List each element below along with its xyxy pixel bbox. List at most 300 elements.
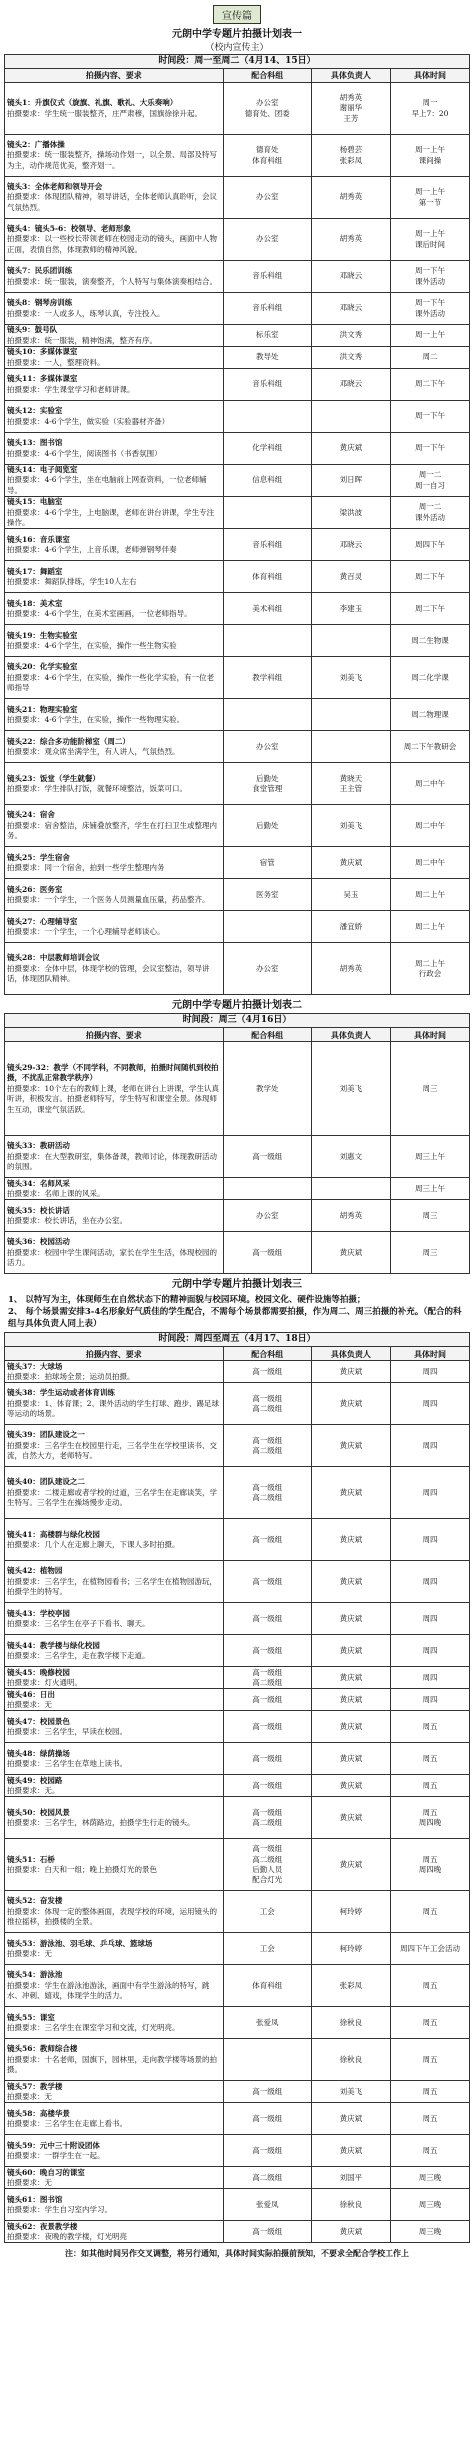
responsible-person: 刘美飞 [311,2081,390,2103]
scheduled-time: 周二中午 [390,763,469,805]
shot-requirement: 拍摄要求：三名学生，早读在校园。 [7,1726,127,1736]
responsible-person: 黄庆斌 [311,1635,390,1667]
cooperating-group: 后勤处 [223,805,311,847]
shot-title: 镜头24：宿舍 [7,810,55,820]
shot-requirement: 拍摄要求：三名学生在亭子下看书、聊天。 [7,1618,150,1628]
shot-title: 镜头28：中层教师培训会议 [7,953,100,963]
shot-title: 镜头49：校园路 [7,1775,63,1785]
shot-description [5,261,224,293]
scheduled-time: 周四 [390,1519,469,1561]
scheduled-time: 周二上午 [390,879,469,911]
cooperating-group: 工会 [223,1891,311,1933]
responsible-person: 黄庆斌 [311,847,390,879]
column-header: 具体时间 [390,1028,469,1042]
shot-description [5,433,224,465]
cooperating-group: 高一级组 [223,1711,311,1743]
scheduled-time: 周三晚 [390,2221,469,2243]
shot-title: 镜头60：晚自习的课室 [7,2167,85,2177]
plan-section [4,999,470,1274]
responsible-person: 刘美飞 [311,657,390,699]
scheduled-time: 周四 [390,1561,469,1603]
cooperating-group: 工会 [223,1933,311,1965]
scheduled-time: 周四下午 [390,529,469,561]
table-row [5,347,470,369]
shot-description [5,805,224,847]
shot-title: 镜头8：钢琴房训练 [7,298,73,308]
scheduled-time: 周一下午 课外活动 [390,293,469,325]
scheduled-time: 周四 [390,1689,469,1711]
cooperating-group: 办公室 [223,943,311,995]
shot-title: 镜头62：夜景教学楼 [7,2221,78,2231]
table-row [5,1383,470,1425]
table-row [5,2007,470,2039]
shot-title: 镜头14：电子阅览室 [7,465,78,474]
cooperating-group: 高一级组 高二级组 后勤人员 配合灯光 [223,1839,311,1891]
responsible-person: 邓晓云 [311,261,390,293]
shot-description [5,1797,224,1839]
shot-title: 镜头4：镜头5-6：校领导、老师形象 [7,223,131,233]
shot-requirement: 拍摄要求：统一服装整齐，操场动作划一，以全景、局部及特写为主，动作规范优美，整齐划一。 [7,150,217,170]
scheduled-time: 周五 周四晚 [390,1839,469,1891]
cooperating-group [223,625,311,657]
responsible-person: 黄庆斌 [311,1603,390,1635]
cooperating-group [223,1178,311,1200]
shot-requirement: 拍摄要求：三名学生，林荫路边，拍摄学生行走的镜头。 [7,1817,195,1827]
time-period: 时间段：周一至周二（4月14、15日） [4,54,470,68]
cooperating-group: 高一级组 [223,2221,311,2243]
scheduled-time: 周二上午 [390,911,469,943]
table-row [5,465,470,497]
table-row [5,1743,470,1775]
shot-description [5,2081,224,2103]
shot-requirement: 拍摄要求：三名学生在课室学习和交流，灯光明亮。 [7,2022,180,2032]
responsible-person: 黄庆斌 [311,1775,390,1797]
scheduled-time: 周五 [390,2039,469,2081]
responsible-person: 黄百灵 [311,561,390,593]
cooperating-group: 张爱凤 [223,2007,311,2039]
shot-requirement: 拍摄要求：在大型教研室，集体备课，教师讨论，体现教研活动的氛围。 [7,1151,217,1172]
shot-description [5,625,224,657]
plan-section [4,1278,470,2243]
shot-title: 镜头50：校园风景 [7,1807,70,1817]
table-row [5,497,470,529]
cooperating-group: 后勤处 食堂管理 [223,763,311,805]
responsible-person: 胡秀英 谢丽华 王芳 [311,83,390,135]
cooperating-group: 高一级组 [223,2081,311,2103]
scheduled-time: 周四 [390,1361,469,1383]
cooperating-group: 办公室 [223,177,311,219]
shot-title: 镜头40：团队建设之二 [7,1477,85,1487]
shot-title: 镜头54：游泳池 [7,1970,63,1980]
shot-description [5,219,224,261]
shot-description [5,1891,224,1933]
scheduled-time: 周三上午 [390,1178,469,1200]
scheduled-time: 周一 早上7：20 [390,83,469,135]
cooperating-group: 高一级组 [223,1775,311,1797]
table-row [5,219,470,261]
plan-section [4,28,470,995]
responsible-person: 胡秀英 [311,177,390,219]
scheduled-time: 周二物理课 [390,699,469,731]
responsible-person: 杨碧芸 张彩凤 [311,135,390,177]
shot-description [5,1200,224,1232]
shot-title: 镜头17：舞蹈室 [7,566,63,576]
shot-description [5,593,224,625]
table-row [5,1232,470,1274]
note-line: 2、 每个场景需安排3-4名形象好气质佳的学生配合，不需每个场景都需要拍摄，作为周二、周三拍摄的补充。（配合的科组与具体负责人同上表） [8,1307,462,1330]
scheduled-time: 周四 [390,1667,469,1689]
responsible-person: 黄庆斌 [311,1467,390,1519]
shot-requirement: 拍摄要求：二楼走廊或者学校的过道，三名学生在走廊谈笑，学生特写。三名学生在操场慢步走动。 [7,1487,217,1508]
shot-requirement: 拍摄要求：学生统一服装整齐，庄严肃穆，国旗徐徐升起。 [7,108,202,118]
table-row [5,2189,470,2221]
shot-title: 镜头21：物理实验室 [7,704,78,714]
shot-description [5,2039,224,2081]
responsible-person: 邓晓云 [311,369,390,401]
shot-title: 镜头12：实验室 [7,406,63,416]
responsible-person: 洪文秀 [311,347,390,369]
header-row [5,1347,470,1361]
cooperating-group: 高二级组 [223,2167,311,2189]
responsible-person [311,625,390,657]
shot-title: 镜头16：音乐课室 [7,534,70,544]
table-row [5,83,470,135]
section-title: 元朗中学专题片拍摄计划表一 [172,29,302,40]
shot-title: 镜头46：日出 [7,1689,55,1699]
shot-title: 镜头59：元中三十附设团体 [7,2140,100,2150]
table-row [5,135,470,177]
table-row [5,401,470,433]
shot-title: 镜头1：升旗仪式（旋旗、礼旗、歌礼、大乐奏响） [7,98,178,108]
table-row [5,1200,470,1232]
shot-title: 镜头20：化学实验室 [7,662,78,672]
shot-requirement: 拍摄要求：体现团队精神，领导讲话，全体老师认真聆听，会议气氛热烈。 [7,192,217,212]
cooperating-group: 高一级组 高二级组 [223,1467,311,1519]
header-bar [4,0,470,24]
shot-title: 镜头58：高楼华景 [7,2108,70,2118]
responsible-person: 黄庆斌 [311,1839,390,1891]
column-header: 具体负责人 [311,1028,390,1042]
scheduled-time: 周三 [390,1200,469,1232]
shot-requirement: 拍摄要求：一人，整理资料。 [7,357,105,367]
cooperating-group: 高一级组 [223,1361,311,1383]
shot-title: 镜头34：名师风采 [7,1178,70,1188]
column-header: 拍摄内容、要求 [5,69,224,83]
scheduled-time: 周三 [390,1042,469,1136]
responsible-person: 黄庆斌 [311,1667,390,1689]
table-row [5,1711,470,1743]
section-subtitle: （校内宣传主） [205,43,269,53]
responsible-person: 徐秋良 [311,2189,390,2221]
responsible-person: 吴玉 [311,879,390,911]
shot-description [5,1519,224,1561]
header-row [5,69,470,83]
shot-requirement: 拍摄要求：学生课堂学习和老师讲课。 [7,384,135,394]
shot-requirement: 拍摄要求：全体中层，体现学校的管理，会议室整洁，领导讲话，体现团队精神。 [7,963,210,984]
column-header: 具体负责人 [311,1347,390,1361]
scheduled-time: 周三晚 [390,2189,469,2221]
column-header: 具体时间 [390,1347,469,1361]
time-period: 时间段：周三（4月16日） [4,1013,470,1027]
shot-title: 镜头13：图书馆 [7,438,63,448]
section-tag: 宣传篇 [213,5,261,24]
scheduled-time: 周五 [390,1743,469,1775]
responsible-person: 黄庆斌 [311,2103,390,2135]
cooperating-group [223,911,311,943]
table-row [5,847,470,879]
shot-title: 镜头26：医务室 [7,884,63,894]
shot-title: 镜头48：绿荫操场 [7,1748,70,1758]
section-notes [4,1292,470,1332]
table-row [5,1635,470,1667]
table-row [5,1797,470,1839]
header-row [5,1028,470,1042]
responsible-person: 柯玲婷 [311,1933,390,1965]
shot-requirement: 拍摄要求：统一服装，演奏整齐，个人特写与集体演奏相结合。 [7,276,217,286]
cooperating-group: 音乐科组 [223,293,311,325]
column-header: 具体时间 [390,69,469,83]
shot-title: 镜头19：生物实验室 [7,630,78,640]
responsible-person: 黄庆斌 [311,1743,390,1775]
shot-title: 镜头61：图书馆 [7,2194,63,2204]
table-row [5,593,470,625]
table-row [5,325,470,347]
plan-table [4,68,470,995]
column-header: 拍摄内容、要求 [5,1028,224,1042]
shot-requirement: 拍摄要求：无 [7,1948,52,1958]
table-row [5,1775,470,1797]
shot-requirement: 拍摄要求：学生自习室内学习。 [7,2204,112,2214]
scheduled-time: 周三晚 [390,2167,469,2189]
section-title: 元朗中学专题片拍摄计划表三 [172,1279,302,1291]
table-row [5,625,470,657]
shot-requirement: 拍摄要求：无 [7,2091,52,2101]
shot-title: 镜头33：教研活动 [7,1141,70,1151]
shot-description [5,529,224,561]
cooperating-group: 办公室 [223,219,311,261]
shot-title: 镜头38：学生运动或者体育训练 [7,1388,115,1398]
scheduled-time: 周四 [390,1425,469,1467]
shot-description [5,1361,224,1383]
shot-description [5,2189,224,2221]
table-row [5,1178,470,1200]
cooperating-group: 高一级组 [223,2135,311,2167]
cooperating-group: 教导处 [223,347,311,369]
cooperating-group: 标乐室 [223,325,311,347]
shot-description [5,401,224,433]
responsible-person: 潘宜娇 [311,911,390,943]
table-row [5,763,470,805]
cooperating-group: 音乐科组 [223,261,311,293]
scheduled-time: 周二中午 [390,847,469,879]
cooperating-group: 体育科组 [223,561,311,593]
shot-description [5,293,224,325]
scheduled-time: 周二下午 [390,593,469,625]
cooperating-group: 高一级组 [223,1603,311,1635]
table-row [5,2103,470,2135]
shot-description [5,83,224,135]
responsible-person [311,401,390,433]
responsible-person [311,699,390,731]
shot-title: 镜头51：石桥 [7,1854,55,1864]
shot-description [5,465,224,497]
shot-description [5,2007,224,2039]
cooperating-group: 办公室 [223,731,311,763]
footnote: 注：如其他时间另作交叉调整，将另行通知，具体时间实际拍摄前预知，不要求全配合学校工作上 [65,2248,409,2259]
shot-requirement: 拍摄要求：4-6个学生，在实验，操作一些化学实验，有一位老师指导 [7,672,215,693]
shot-title: 镜头3：全体老师和领导开会 [7,181,103,191]
shot-requirement: 拍摄要求：4-6个学生，在实验，操作一些生物实验 [7,640,177,650]
column-header: 配合科组 [223,69,311,83]
shot-description [5,2103,224,2135]
responsible-person: 刘惠文 [311,1136,390,1178]
shot-description [5,847,224,879]
shot-title: 镜头7：民乐团训练 [7,266,73,276]
cooperating-group [223,699,311,731]
scheduled-time: 周二中午 [390,805,469,847]
shot-title: 镜头43：学校亭园 [7,1608,70,1618]
shot-title: 镜头11：多媒体课室 [7,374,78,384]
responsible-person: 刘日晖 [311,465,390,497]
table-row [5,2135,470,2167]
table-row [5,529,470,561]
scheduled-time: 周四 [390,1383,469,1425]
shot-description [5,1775,224,1797]
table-row [5,1467,470,1519]
responsible-person: 黄庆斌 [311,1383,390,1425]
scheduled-time: 周二化学课 [390,657,469,699]
scheduled-time: 周二 [390,347,469,369]
shot-description [5,1042,224,1136]
shot-requirement: 拍摄要求：三名学生，走在教学楼下走道。 [7,1650,150,1660]
plan-table [4,1027,470,1274]
shot-requirement: 拍摄要求：无 [7,1699,52,1709]
shot-title: 镜头25：学生宿舍 [7,852,70,862]
responsible-person: 邓晓云 [311,529,390,561]
table-row [5,561,470,593]
shot-title: 镜头44：教学楼与绿化校园 [7,1640,100,1650]
shot-description [5,135,224,177]
table-row [5,1933,470,1965]
shot-description [5,657,224,699]
shot-requirement: 拍摄要求：体现一定的整体画面，表现学校的环境，运用镜头的推拉摇移，拍摄楼的全景。 [7,1906,217,1927]
scheduled-time: 周四下午工会活动 [390,1933,469,1965]
shot-description [5,763,224,805]
cooperating-group: 高一级组 [223,1561,311,1603]
responsible-person: 胡秀英 [311,1200,390,1232]
scheduled-time: 周五 [390,2135,469,2167]
table-row [5,2081,470,2103]
cooperating-group [223,401,311,433]
note-line: 1、 以特写为主，体现师生在自然状态下的精神面貌与校园环境。校园文化、硬件设施等拍摄； [8,1295,366,1306]
document-page [4,0,470,2259]
shot-requirement: 拍摄要求：一个学生，一个医务人员测量血压量，药品整齐。 [7,894,210,904]
cooperating-group: 高一级组 高二级组 [223,1667,311,1689]
shot-requirement: 拍摄要求：4-6个学生，在美术室画画，一位老师指导。 [7,608,192,618]
scheduled-time: 周二下午 [390,369,469,401]
shot-description [5,943,224,995]
shot-requirement: 拍摄要求：一人或多人，练琴认真，专注投入。 [7,308,165,318]
shot-description [5,879,224,911]
cooperating-group: 高一级组 高二级组 [223,1425,311,1467]
responsible-person [311,731,390,763]
section-title: 元朗中学专题片拍摄计划表二 [172,1000,302,1012]
shot-description [5,369,224,401]
cooperating-group: 高一级组 [223,1232,311,1274]
shot-title: 镜头41：高楼群与绿化校园 [7,1529,100,1539]
table-row [5,1561,470,1603]
table-row [5,1839,470,1891]
shot-requirement: 拍摄要求：几个人在走廊上聊天，下课人多时拍摄。 [7,1539,180,1549]
cooperating-group: 宿管 [223,847,311,879]
scheduled-time: 周四 [390,1603,469,1635]
table-row [5,731,470,763]
responsible-person: 黄庆斌 [311,1232,390,1274]
responsible-person: 刘美飞 [311,1042,390,1136]
table-row [5,943,470,995]
shot-description [5,2167,224,2189]
cooperating-group: 张爱凤 [223,2189,311,2221]
responsible-person: 徐秋良 [311,2039,390,2081]
shot-title: 镜头36：校园活动 [7,1237,70,1247]
shot-title: 镜头2：广播体操 [7,139,65,149]
table-row [5,1603,470,1635]
shot-requirement: 拍摄要求：4-6个学生，坐在电脑前上网查资料，一位老师辅导。 [7,475,207,495]
responsible-person: 黄庆斌 [311,1561,390,1603]
table-row [5,433,470,465]
scheduled-time: 周五 [390,1965,469,2007]
cooperating-group [223,2039,311,2081]
scheduled-time: 周五 [390,1891,469,1933]
shot-description [5,1689,224,1711]
scheduled-time: 周一下午 [390,433,469,465]
shot-description [5,347,224,369]
shot-requirement: 拍摄要求：1、体育课；2、课外活动的学生打球、跑步、踢足球等运动的场景。 [7,1398,220,1419]
shot-title: 镜头52：奋发楼 [7,1896,63,1906]
responsible-person: 黄庆斌 [311,1711,390,1743]
shot-description [5,699,224,731]
shot-requirement: 拍摄要求：4-6个学生，做实验（实验器材齐备） [7,416,170,426]
cooperating-group: 医务室 [223,879,311,911]
scheduled-time: 周二下午 [390,561,469,593]
shot-requirement: 拍摄要求：三名学生，在植物园看书；三名学生在植物园游玩，拍摄学生的特写。 [7,1576,217,1597]
cooperating-group: 高一级组 [223,1519,311,1561]
scheduled-time: 周五 周四晚 [390,1797,469,1839]
table-row [5,657,470,699]
shot-requirement: 拍摄要求：同一个宿舍，拍到一些学生整理内务 [7,862,165,872]
cooperating-group: 办公室 德育处、团委 [223,83,311,135]
responsible-person: 邓晓云 [311,293,390,325]
shot-title: 镜头35：校长讲话 [7,1205,70,1215]
shot-title: 镜头29-32：教学（不同学科，不同教师，拍摄时间随机到校拍摄，不扰乱正常教学秩序） [7,1062,219,1083]
responsible-person: 梁洪波 [311,497,390,529]
shot-requirement: 拍摄要求：学生在游泳池游泳，画面中有学生游泳的特写，跳水、冲刺、嬉戏，体现学生的活力。 [7,1980,210,2001]
responsible-person: 胡秀英 [311,219,390,261]
scheduled-time: 周五 [390,2007,469,2039]
scheduled-time: 周五 [390,2081,469,2103]
shot-description [5,1136,224,1178]
cooperating-group: 教学处 [223,1042,311,1136]
shot-requirement: 拍摄要求：三名学生在走廊上看书。 [7,2118,127,2128]
plan-table [4,1346,470,2243]
scheduled-time: 周一上午 [390,325,469,347]
scheduled-time: 周五 [390,1711,469,1743]
responsible-person: 黄庆斌 [311,1519,390,1561]
cooperating-group: 教学科组 [223,657,311,699]
table-row [5,879,470,911]
shot-title: 镜头57：教学楼 [7,2081,63,2091]
shot-title: 镜头56：教师综合楼 [7,2044,78,2054]
